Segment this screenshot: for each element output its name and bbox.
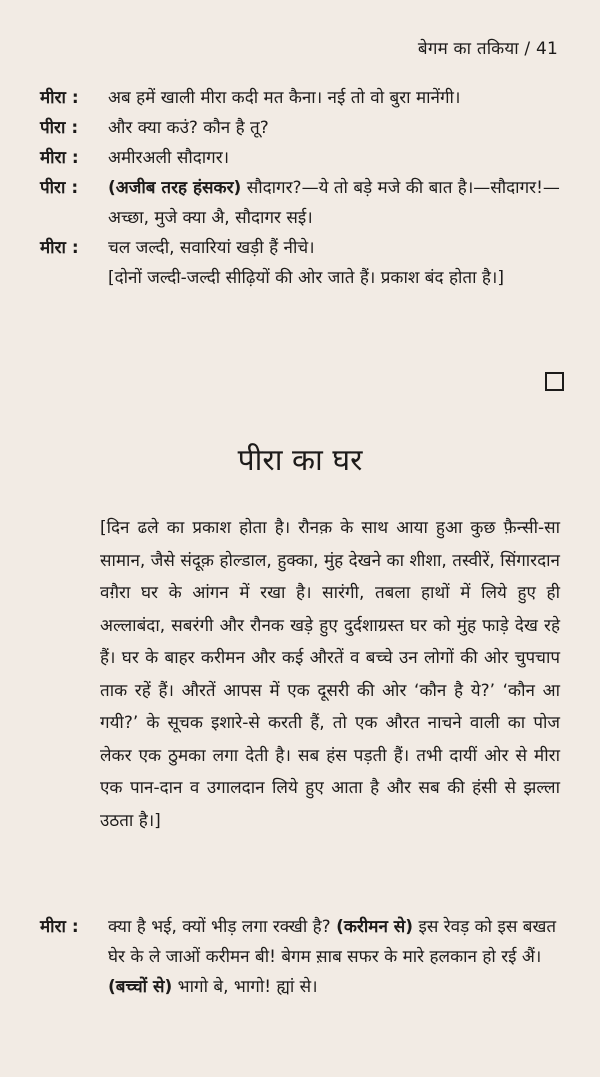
dialogue-text: और क्या कउं? कौन है तू?: [108, 118, 269, 138]
dialogue-text-span: इस रेवड़ को इस बखत घेर के ले जाओं करीमन बी! बेगम स़ाब सफर के मारे हलकान हो रई अैं।: [108, 917, 557, 967]
speaker-label: मीरा :: [40, 88, 79, 108]
dialogue-line: [40, 912, 565, 1002]
dialogue-block-bottom: [40, 912, 565, 1002]
stage-direction: [दोनों जल्दी-जल्दी सीढ़ियों की ओर जाते हैं। प्रकाश बंद होता है।]: [108, 268, 504, 288]
speaker-label: मीरा :: [40, 148, 79, 168]
stage-direction-inline: (अजीब तरह हंसकर): [108, 178, 242, 198]
dialogue-text-span: भागो बे, भागो! ह्यां से।: [172, 977, 318, 997]
stage-direction-inline: (करीमन से): [336, 917, 414, 937]
dialogue-text-span: क्या है भई, क्यों भीड़ लगा रक्खी है?: [108, 917, 331, 937]
speaker-label: पीरा :: [40, 178, 79, 198]
dialogue-text-span: सौदागर?—ये तो बड़े मजे की बात है।—सौदागर!—अच्छा, मुजे क्या अै, सौदागर सई।: [108, 178, 560, 228]
dialogue-line: [40, 83, 565, 113]
dialogue-text: [108, 173, 565, 233]
speaker-label: मीरा :: [40, 917, 79, 937]
speaker-label: मीरा :: [40, 238, 79, 258]
dialogue-text: अमीरअली सौदागर।: [108, 148, 230, 168]
dialogue-text: चल जल्दी, सवारियां खड़ी हैं नीचे।: [108, 238, 315, 258]
dialogue-line: [40, 233, 565, 263]
running-header: बेगम का तकिया / 41: [417, 39, 558, 59]
speaker-label: पीरा :: [40, 118, 79, 138]
scene-end-box: [545, 372, 564, 391]
dialogue-line: [40, 173, 565, 233]
scene-paragraph: [दिन ढले का प्रकाश होता है। रौनक़ के साथ आया हुआ कुछ फ़ैन्सी-सा सामान, जैसे संदूक़ होल्डाल, हुक्का, मुंह देखने का शीशा, तस्वीरें, सिंगारदान वग़ैरा घर के आंगन में रखा है। सारंगी, तबला हाथों में लिये हुए ही अल्लाबंदा, सबरंगी और रौनक खड़े हुए दुर्दशाग्रस्त घर को मुंह फाड़े देख रहे हैं। घर के बाहर करीमन और कई औरतें व बच्चे उन लोगों की ओर चुपचाप ताक रहें हैं। औरतें आपस में एक दूसरी की ओर ‘कौन है ये?’ ‘कौन आ गयी?’ के सूचक इशारे-से करती हैं, तो एक औरत नाचने वाली का पोज लेकर एक ठुमका लगा देती है। सब हंस पड़ती हैं। तभी दायीं ओर से मीरा एक पान-दान व उगालदान लिये हुए आता है और सब की हंसी से झल्ला उठता है।]: [100, 518, 560, 831]
dialogue-text: [108, 912, 565, 1002]
dialogue-block-top: [40, 83, 565, 293]
dialogue-line: [40, 113, 565, 143]
dialogue-line: [40, 143, 565, 173]
dialogue-text: अब हमें खाली मीरा कदी मत कैना। नई तो वो बुरा मानेंगी।: [108, 88, 461, 108]
stage-direction-inline: (बच्चों से): [108, 977, 173, 997]
scene-title: पीरा का घर: [237, 443, 363, 478]
